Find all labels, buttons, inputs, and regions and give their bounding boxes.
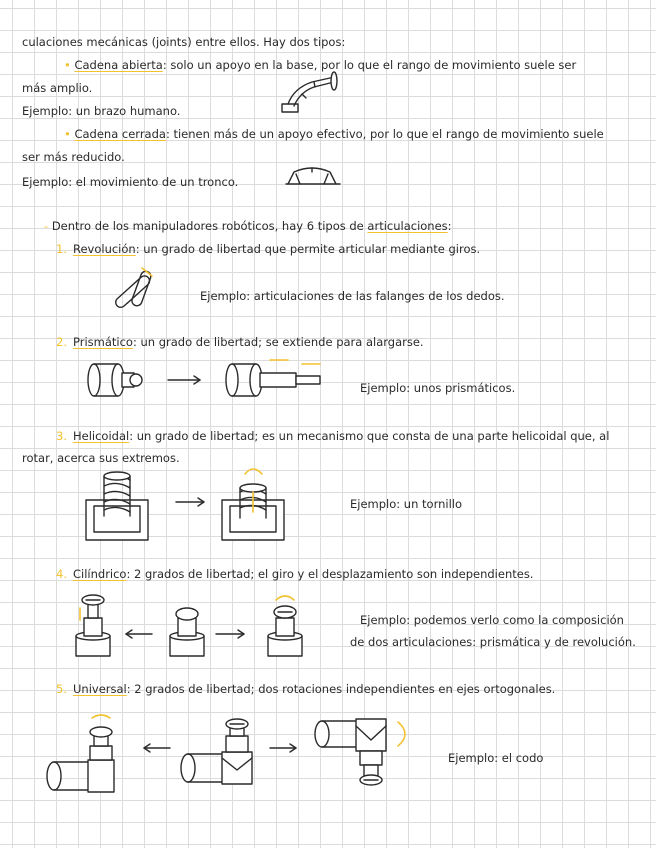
- joint-name: Prismático: [72, 335, 133, 349]
- joint-desc: : 2 grados de libertad; dos rotaciones independientes en ejes ortogonales.: [126, 682, 556, 696]
- joint-desc: : 2 grados de libertad; el giro y el desplazamiento son independientes.: [126, 567, 534, 581]
- joint-number: 4.: [56, 567, 67, 581]
- joint-desc-cont: rotar, acerca sus extremos.: [22, 451, 180, 465]
- intro-line: culaciones mecánicas (joints) entre ellos. Hay dos tipos:: [22, 35, 346, 49]
- joint-example: Ejemplo: articulaciones de las falanges de los dedos.: [200, 289, 505, 303]
- cylindrical-joint-figure: [72, 590, 308, 662]
- joint-number: 3.: [56, 429, 67, 443]
- joint-name: Revolución: [72, 242, 136, 256]
- closed-chain-desc-cont: ser más reducido.: [22, 150, 125, 164]
- prismatic-joint-figure: [84, 356, 330, 404]
- bullet: •: [64, 127, 75, 141]
- closed-chain-desc: : tienen más de un apoyo efectivo, por lo que el rango de movimiento suele: [165, 127, 604, 141]
- section-suffix: :: [447, 219, 452, 233]
- joint-example: Ejemplo: podemos verlo como la composición: [360, 613, 624, 627]
- joint-cilindrico: [56, 566, 533, 582]
- joint-helicoidal: [56, 428, 609, 444]
- joint-example: Ejemplo: unos prismáticos.: [360, 381, 516, 395]
- joint-revolucion: [56, 241, 480, 257]
- revolute-joint-figure: [108, 266, 172, 308]
- open-chain-desc-cont: más amplio.: [22, 81, 93, 95]
- closed-chain-text: [64, 126, 604, 142]
- joint-desc: : un grado de libertad; es un mecanismo que consta de una parte helicoidal que, al: [129, 429, 610, 443]
- open-chain-desc: : solo un apoyo en la base, por lo que el rango de movimiento suele ser: [162, 58, 577, 72]
- dash: -: [44, 219, 52, 233]
- closed-chain-label: Cadena cerrada: [74, 127, 166, 141]
- joint-number: 5.: [56, 682, 67, 696]
- open-chain-label: Cadena abierta: [74, 58, 163, 72]
- joint-desc: : un grado de libertad que permite articular mediante giros.: [135, 242, 481, 256]
- open-chain-example: Ejemplo: un brazo humano.: [22, 104, 181, 118]
- section-heading: [44, 218, 452, 234]
- joint-example: Ejemplo: un tornillo: [350, 497, 463, 511]
- joint-number: 1.: [56, 242, 67, 256]
- joint-name: Universal: [72, 682, 127, 696]
- open-chain-figure: [280, 70, 350, 114]
- section-text: Dentro de los manipuladores robóticos, hay 6 tipos de: [51, 219, 368, 233]
- helical-joint-figure: [84, 462, 294, 544]
- joint-example-cont: de dos articulaciones: prismática y de revolución.: [350, 635, 636, 649]
- joint-example: Ejemplo: el codo: [448, 751, 544, 765]
- joint-prismatico: [56, 334, 424, 350]
- joint-universal: [56, 681, 555, 697]
- joint-name: Cilíndrico: [72, 567, 127, 581]
- bullet: •: [64, 58, 75, 72]
- joint-number: 2.: [56, 335, 67, 349]
- section-link: articulaciones: [367, 219, 448, 233]
- closed-chain-example: Ejemplo: el movimiento de un tronco.: [22, 175, 239, 189]
- universal-joint-figure: [44, 710, 416, 798]
- closed-chain-figure: [286, 164, 342, 188]
- joint-name: Helicoidal: [72, 429, 130, 443]
- joint-desc: : un grado de libertad; se extiende para alargarse.: [132, 335, 424, 349]
